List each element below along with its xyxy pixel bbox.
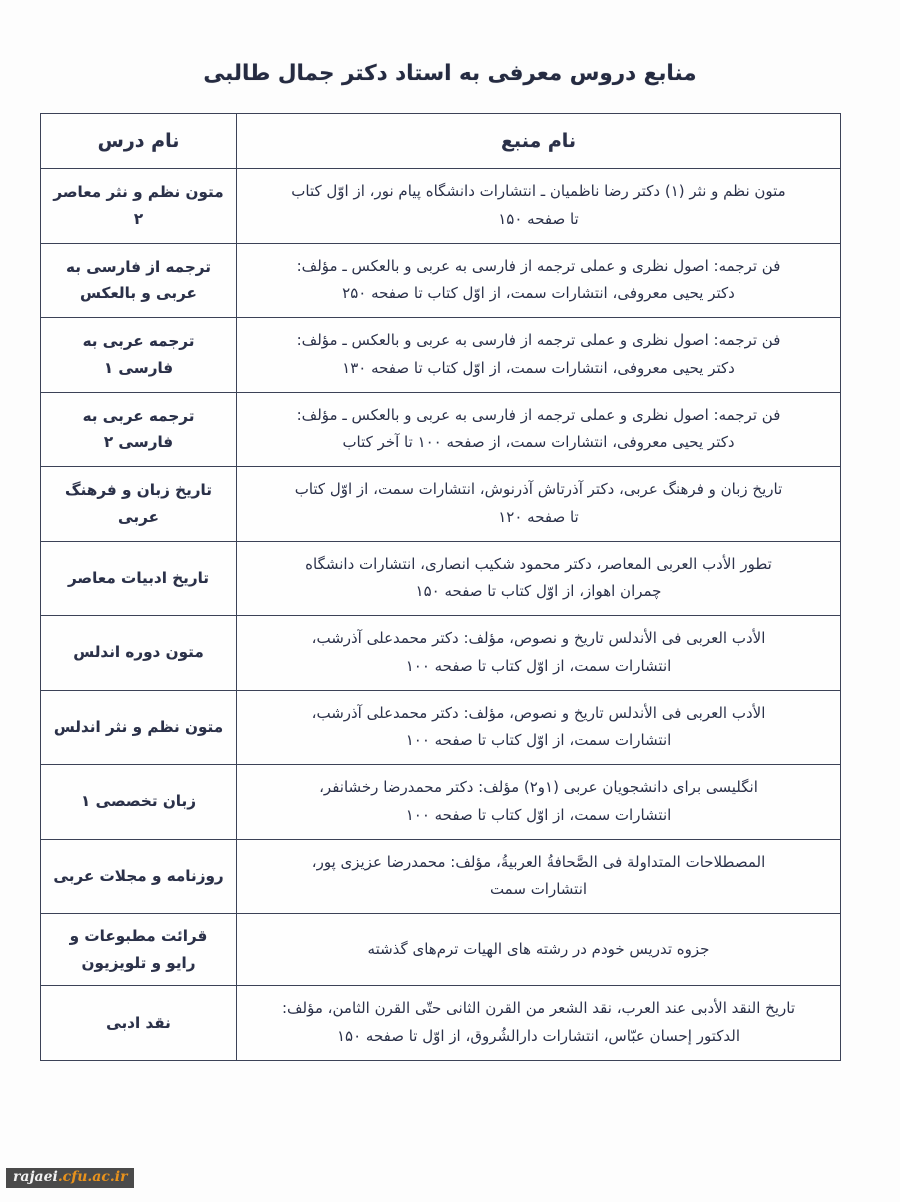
source-cell (237, 616, 841, 691)
table-row (41, 169, 841, 244)
source-cell (237, 541, 841, 616)
table-header (41, 114, 841, 169)
source-line: تاریخ زبان و فرهنگ عربی، دکتر آذرتاش آذرنوش، انتشارات سمت، از اوّل کتاب (294, 480, 783, 498)
table-header-row (41, 114, 841, 169)
source-line: تا صفحه ۱۵۰ (498, 209, 579, 228)
table-row (41, 318, 841, 393)
table-row (41, 467, 841, 542)
source-cell (237, 986, 841, 1061)
source-line: الدکتور إحسان عبّاس، انتشارات دارالشُروق، از اوّل تا صفحه ۱۵۰ (336, 1026, 741, 1045)
source-line: انتشارات سمت (489, 880, 588, 899)
source-cell (237, 839, 841, 914)
table-row (41, 986, 841, 1061)
source-cell (237, 690, 841, 765)
table-container (41, 113, 841, 1061)
course-cell: تاریخ زبان و فرهنگ عربی (41, 467, 237, 542)
watermark-secondary-text: .cfu.ac.ir (57, 1168, 128, 1185)
source-line: تطور الأدب العربی المعاصر، دکتر محمود شکیب انصاری، انتشارات دانشگاه (305, 554, 772, 573)
source-line: جزوه تدریس خودم در رشته های الهیات ترم‌های گذشته (367, 939, 710, 958)
table-row (41, 914, 841, 986)
page-title: منابع دروس معرفی به استاد دکتر جمال طالبی (203, 61, 697, 87)
source-line: فن ترجمه: اصول نظری و عملی ترجمه از فارسی به عربی و بالعکس ـ مؤلف: (296, 331, 781, 349)
source-line: متون نظم و نثر (۱) دکتر رضا ناظمیان ـ انتشارات دانشگاه پیام نور، از اوّل کتاب (291, 182, 786, 200)
table-row (41, 839, 841, 914)
course-cell: نقد ادبی (41, 986, 237, 1061)
course-cell: تاریخ ادبیات معاصر (41, 541, 237, 616)
source-cell (237, 765, 841, 840)
table-row (41, 690, 841, 765)
site-watermark (6, 1168, 134, 1188)
table-row (41, 243, 841, 318)
source-line: دکتر یحیی معروفی، انتشارات سمت، از اوّل کتاب تا صفحه ۲۵۰ (342, 284, 735, 303)
source-cell (237, 243, 841, 318)
table-row (41, 392, 841, 467)
table-row (41, 765, 841, 840)
source-line: الأدب العربی فی الأندلس تاریخ و نصوص، مؤلف: دکتر محمدعلی آذرشب، (311, 703, 766, 722)
source-line: انتشارات سمت، از اوّل کتاب تا صفحه ۱۰۰ (405, 731, 672, 750)
column-header-course: نام درس (41, 114, 237, 169)
course-sources-table (40, 113, 841, 1061)
source-line: دکتر یحیی معروفی، انتشارات سمت، از صفحه ۱۰۰ تا آخر کتاب (342, 433, 735, 452)
watermark-primary-text: rajaei (13, 1168, 58, 1185)
table-body (41, 169, 841, 1061)
course-cell: قرائت مطبوعات و رایو و تلویزیون (41, 914, 237, 986)
table-row (41, 616, 841, 691)
course-cell: متون دوره اندلس (41, 616, 237, 691)
course-cell: روزنامه و مجلات عربی (41, 839, 237, 914)
source-line: الأدب العربی فی الأندلس تاریخ و نصوص، مؤلف: دکتر محمدعلی آذرشب، (311, 629, 766, 647)
source-line: انتشارات سمت، از اوّل کتاب تا صفحه ۱۰۰ (405, 656, 672, 675)
source-cell (237, 914, 841, 986)
course-cell: ترجمه عربی به فارسی ۱ (41, 318, 237, 393)
source-line: فن ترجمه: اصول نظری و عملی ترجمه از فارسی به عربی و بالعکس ـ مؤلف: (296, 256, 781, 275)
source-line: چمران اهواز، از اوّل کتاب تا صفحه ۱۵۰ (415, 582, 662, 601)
source-cell (237, 169, 841, 244)
source-line: انگلیسی برای دانشجویان عربی (۱و۲) مؤلف: دکتر محمدرضا رخشانفر، (319, 778, 758, 796)
course-cell: زبان تخصصی ۱ (41, 765, 237, 840)
course-cell: ترجمه از فارسی به عربی و بالعکس (41, 243, 237, 318)
column-header-source: نام منبع (237, 114, 841, 169)
course-cell: ترجمه عربی به فارسی ۲ (41, 392, 237, 467)
table-row (41, 541, 841, 616)
course-cell: متون نظم و نثر معاصر ۲ (41, 169, 237, 244)
source-cell (237, 467, 841, 542)
source-line: تاریخ النقد الأدبی عند العرب، نقد الشعر من القرن الثانی حتّی القرن الثامن، مؤلف: (281, 999, 796, 1018)
source-line: دکتر یحیی معروفی، انتشارات سمت، از اوّل کتاب تا صفحه ۱۳۰ (342, 358, 735, 377)
source-cell (237, 318, 841, 393)
source-line: تا صفحه ۱۲۰ (498, 507, 579, 526)
course-cell: متون نظم و نثر اندلس (41, 690, 237, 765)
source-cell (237, 392, 841, 467)
source-line: المصطلاحات المتداولة فی الصَّحافةُ العربیةُ، مؤلف: محمدرضا عزیزی پور، (311, 852, 766, 871)
source-line: انتشارات سمت، از اوّل کتاب تا صفحه ۱۰۰ (405, 805, 672, 824)
source-line: فن ترجمه: اصول نظری و عملی ترجمه از فارسی به عربی و بالعکس ـ مؤلف: (296, 405, 781, 424)
